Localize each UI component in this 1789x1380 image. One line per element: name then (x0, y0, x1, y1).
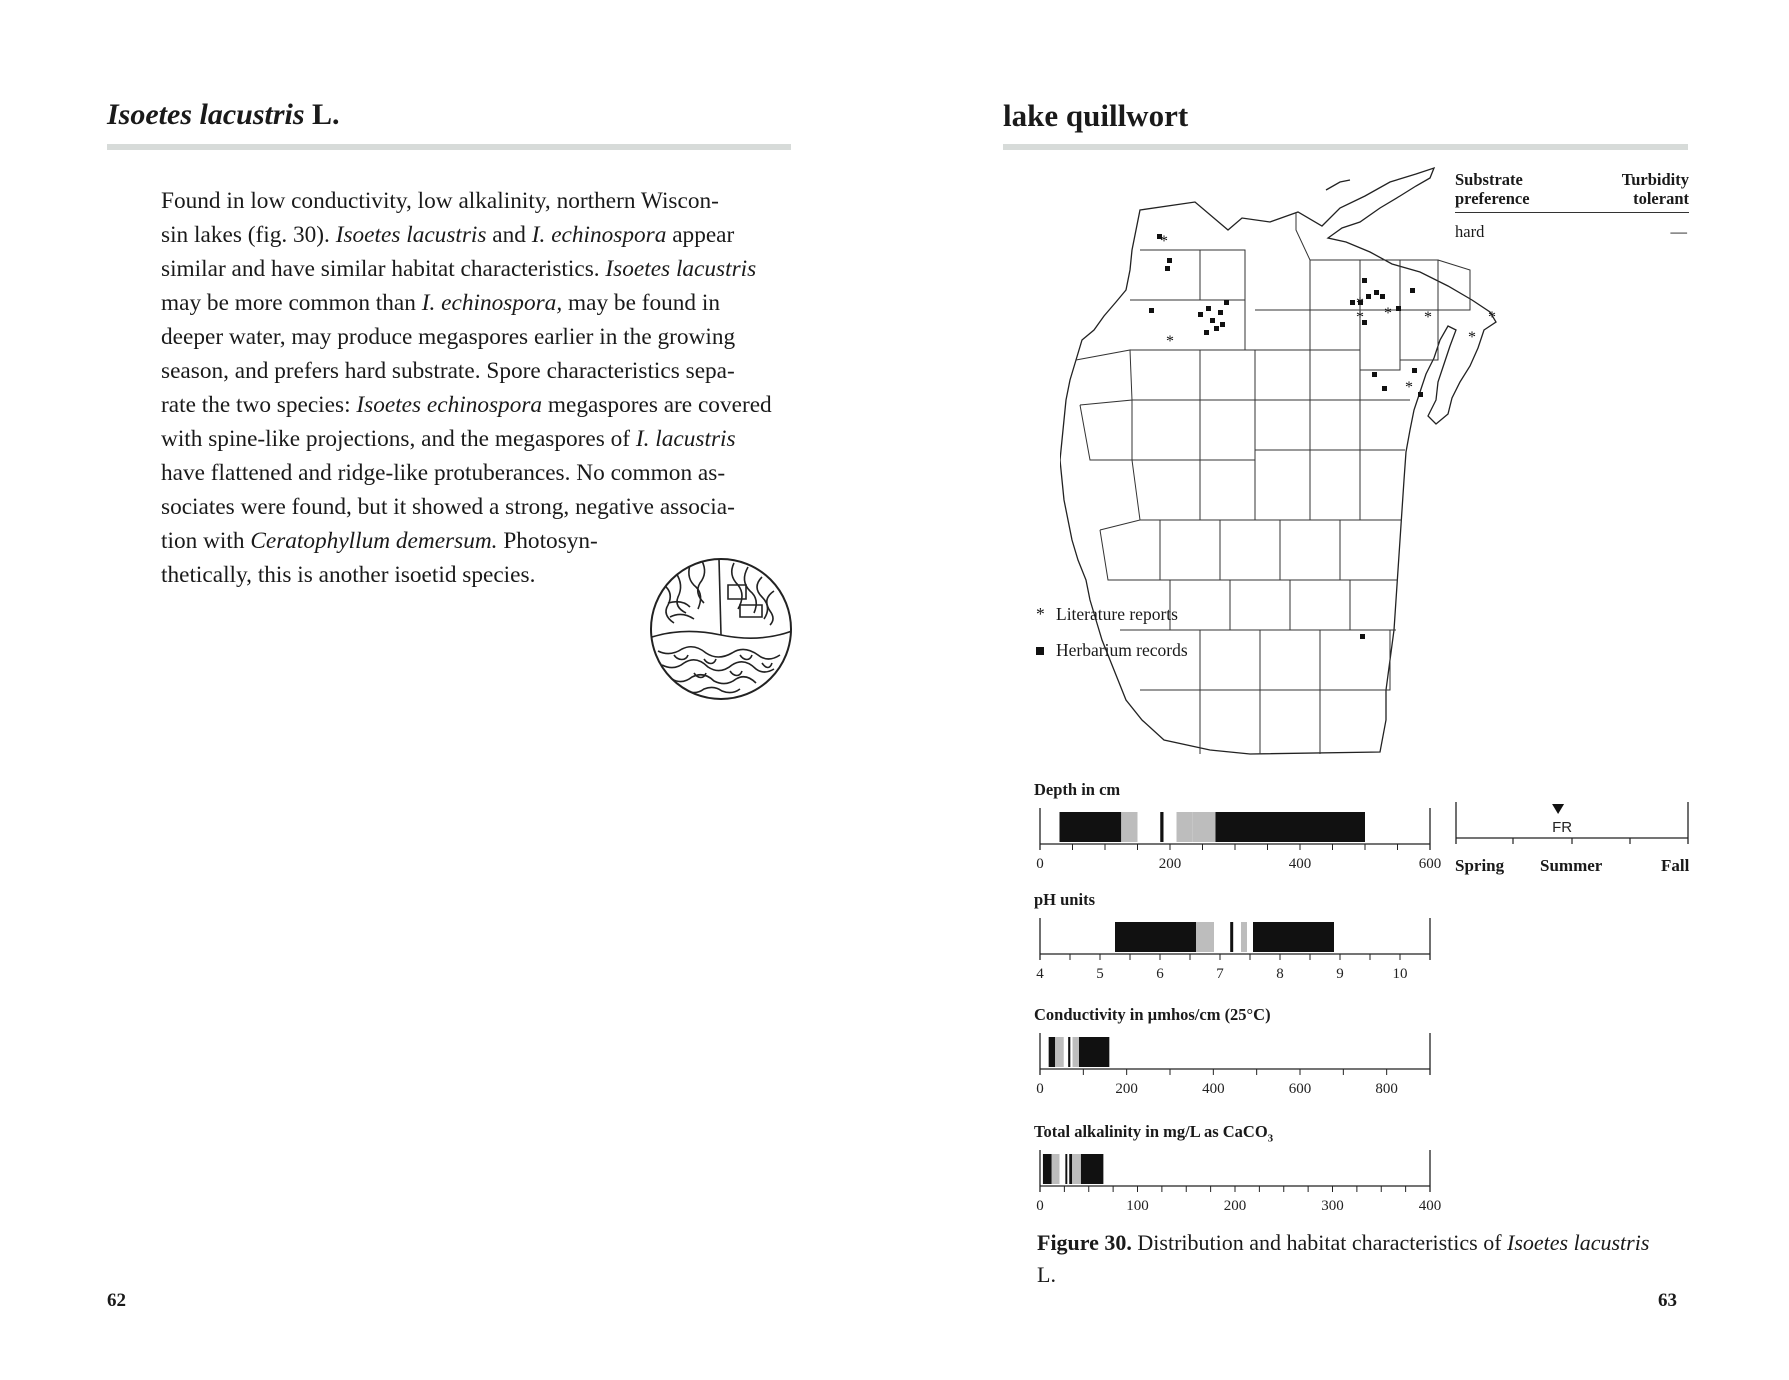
gauge-band (1055, 1037, 1064, 1067)
gauge-band (1079, 1037, 1109, 1067)
gauge-tick-label: 6 (1156, 966, 1164, 982)
species-scientific-name: Isoetes lacustris (107, 98, 305, 131)
gauge-band (1065, 1154, 1067, 1184)
gauge-tick-label: 4 (1036, 966, 1044, 982)
svg-text:*: * (1424, 309, 1432, 326)
gauge-tick-label: 300 (1321, 1198, 1344, 1214)
conductivity-gauge-title: Conductivity in µmhos/cm (25°C) (1034, 1005, 1271, 1024)
gauge-band (1230, 922, 1233, 952)
species-description (161, 184, 787, 592)
description-line: Found in low conductivity, low alkalinity, northern Wiscon- (161, 188, 719, 214)
megaspore-illustration (644, 555, 799, 703)
ph-gauge-bar (1030, 914, 1450, 984)
species-author: L. (304, 98, 340, 131)
page-number-right: 63 (1658, 1290, 1677, 1311)
gauge-tick-label: 600 (1288, 1081, 1312, 1097)
svg-text:*: * (1384, 305, 1392, 322)
gauge-tick-label: 0 (1036, 1198, 1044, 1214)
description-line: with spine-like projections, and the megaspores of I. lacustris (161, 426, 736, 452)
gauge-tick-label: 400 (1288, 856, 1312, 872)
svg-text:*: * (1356, 295, 1364, 312)
gauge-band (1241, 922, 1247, 952)
substrate-preference-header: Substrate preference (1455, 170, 1530, 208)
gauge-tick-label: 8 (1276, 966, 1284, 982)
gauge-tick-label: 200 (1115, 1081, 1138, 1097)
gauge-band (1049, 1037, 1056, 1067)
asterisk-icon: * (1036, 604, 1045, 624)
gauge-band (1193, 812, 1216, 842)
ph-gauge-title: pH units (1034, 890, 1095, 909)
gauge-tick-label: 400 (1202, 1081, 1225, 1097)
species-title (107, 98, 340, 132)
gauge-tick-label: 200 (1158, 856, 1182, 872)
legend-literature-label: Literature reports (1056, 604, 1178, 624)
title-rule-left (107, 144, 791, 150)
gauge-tick-label: 0 (1036, 1081, 1044, 1097)
gauge-band (1052, 1154, 1060, 1184)
description-line: tion with Ceratophyllum demersum. Photosyn- (161, 528, 598, 554)
description-line: may be more common than I. echinospora, may be found in (161, 290, 721, 316)
depth-gauge-bar (1030, 804, 1450, 874)
gauge-band (1060, 812, 1122, 842)
title-rule-right (1003, 144, 1688, 150)
description-line: sociates were found, but it showed a strong, negative associa- (161, 494, 735, 520)
description-line: season, and prefers hard substrate. Spore characteristics sepa- (161, 358, 735, 384)
legend-herbarium (1036, 640, 1188, 661)
gauge-tick-label: 100 (1126, 1198, 1149, 1214)
svg-text:*: * (1160, 233, 1168, 250)
gauge-tick-label: 800 (1375, 1081, 1398, 1097)
depth-gauge-title: Depth in cm (1034, 780, 1121, 799)
description-line: thetically, this is another isoetid species. (161, 562, 536, 588)
season-spring: Spring (1455, 856, 1505, 875)
description-line: similar and have similar habitat characteristics. Isoetes lacustris (161, 256, 757, 282)
legend-literature (1036, 604, 1178, 625)
gauge-tick-label: 9 (1336, 966, 1344, 982)
alkalinity-gauge-title: Total alkalinity in mg/L as CaCO$_3$ (1034, 1122, 1274, 1145)
svg-text:*: * (1468, 329, 1476, 346)
gauge-band (1081, 1154, 1103, 1184)
legend-herbarium-label: Herbarium records (1056, 640, 1188, 660)
gauge-band (1073, 1037, 1080, 1067)
season-summer: Summer (1540, 856, 1603, 875)
table-divider (1455, 212, 1689, 213)
description-line: sin lakes (fig. 30). Isoetes lacustris and I. echinospora appear (161, 222, 735, 248)
caption-text: Distribution and habitat characteristics of (1131, 1230, 1508, 1255)
gauge-band (1177, 812, 1193, 842)
turbidity-tolerant-value: — (1670, 222, 1687, 241)
literature-report-markers (1160, 233, 1496, 396)
alkalinity-gauge-bar (1030, 1146, 1450, 1216)
common-name-title: lake quillwort (1003, 98, 1189, 133)
description-line: have flattened and ridge-like protuberances. No common as- (161, 460, 726, 486)
gauge-tick-label: 600 (1418, 856, 1442, 872)
svg-text:*: * (1488, 309, 1496, 326)
caption-species: Isoetes lacustris (1507, 1230, 1650, 1255)
svg-text:*: * (1405, 379, 1413, 396)
gauge-band (1115, 922, 1196, 952)
page-number-left: 62 (107, 1290, 126, 1311)
gauge-band (1214, 922, 1253, 952)
caption-author: L. (1037, 1262, 1056, 1287)
turbidity-tolerant-header: Turbidity tolerant (1621, 170, 1689, 208)
gauge-band (1069, 1154, 1072, 1184)
svg-text:*: * (1356, 309, 1364, 326)
state-outline (1060, 168, 1496, 754)
description-line: deeper water, may produce megaspores earlier in the growing (161, 324, 736, 350)
county-lines (1076, 212, 1470, 754)
gauge-tick-label: 7 (1216, 966, 1224, 982)
gauge-tick-label: 0 (1036, 856, 1044, 872)
gauge-tick-label: 200 (1223, 1198, 1247, 1214)
gauge-tick-label: 10 (1392, 966, 1408, 982)
gauge-tick-label: 400 (1418, 1198, 1442, 1214)
figure-caption (1037, 1227, 1697, 1291)
gauge-band (1121, 812, 1137, 842)
wisconsin-county-map (1060, 160, 1642, 760)
gauge-band (1160, 812, 1163, 842)
gauge-band (1253, 922, 1334, 952)
season-fall: Fall (1661, 856, 1690, 875)
figure-label: Figure 30. (1037, 1230, 1132, 1255)
gauge-band (1196, 922, 1214, 952)
svg-text:*: * (1166, 333, 1174, 350)
gauge-band (1216, 812, 1366, 842)
substrate-preference-value: hard (1455, 222, 1485, 241)
fruiting-marker-icon (1552, 804, 1564, 814)
gauge-band (1043, 1154, 1052, 1184)
description-line: rate the two species: Isoetes echinospora megaspores are covered (161, 392, 772, 418)
fruiting-marker-label: FR (1552, 819, 1573, 836)
square-icon (1036, 647, 1044, 655)
conductivity-gauge-bar (1030, 1029, 1450, 1099)
herbarium-record-markers (1149, 234, 1423, 639)
gauge-band (1072, 1154, 1081, 1184)
gauge-band (1068, 1037, 1070, 1067)
gauge-tick-label: 5 (1096, 966, 1104, 982)
